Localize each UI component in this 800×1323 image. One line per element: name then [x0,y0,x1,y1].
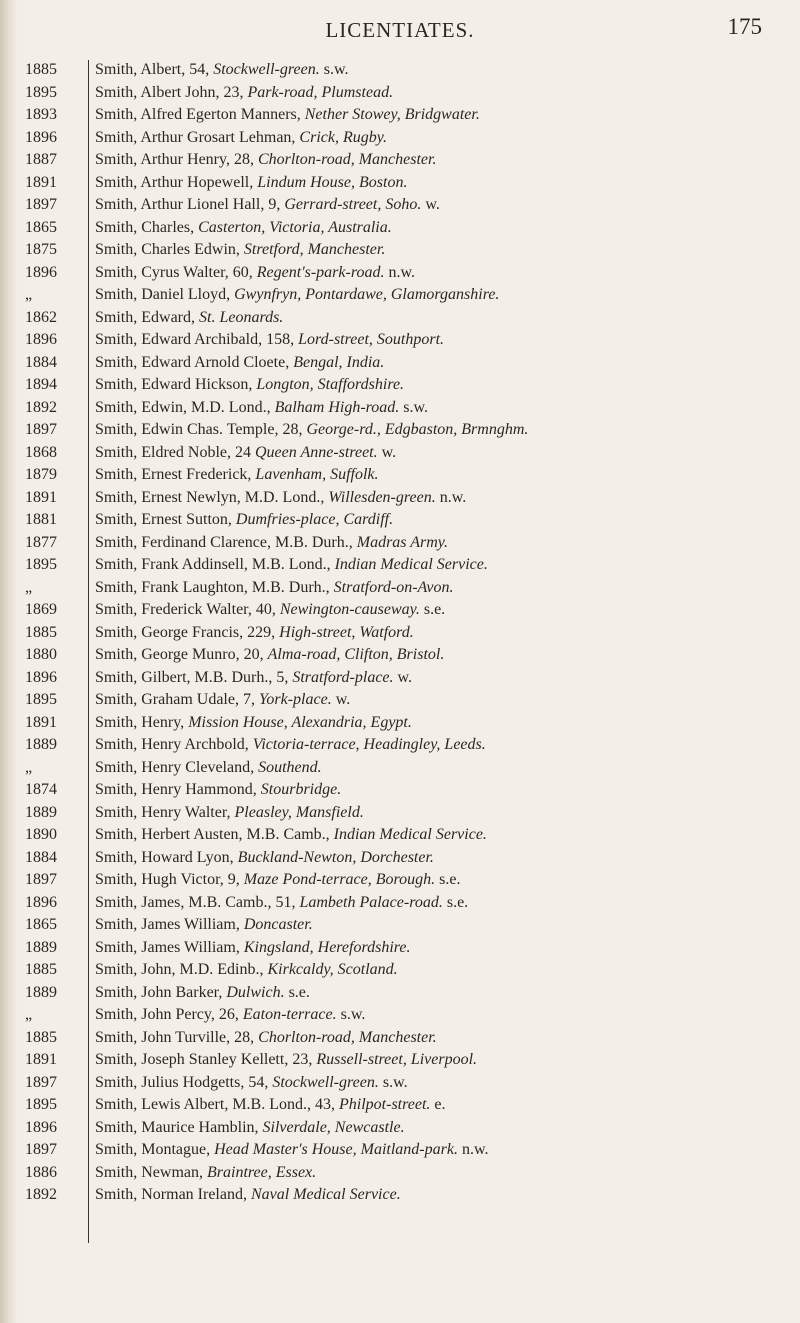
entry-district: w. [421,196,440,213]
entry-address: Madras Army. [356,533,449,551]
entry-address: Longton, Staffordshire. [256,376,405,393]
list-item [0,194,800,217]
entry-text [95,352,795,375]
list-item [0,217,800,240]
entry-year: 1895 [25,691,57,708]
entry-text [95,1162,795,1185]
entry-name: Smith, Ferdinand Clarence, M.B. Durh., [95,533,357,551]
list-item [0,644,800,667]
entry-year: 1875 [25,241,57,258]
entry-text [95,284,795,307]
list-item [0,869,800,892]
entry-name: Smith, Henry Cleveland, [95,758,259,776]
list-item [0,802,800,825]
entry-address: High-street, Watford. [279,623,414,641]
entry-text [95,734,795,757]
entry-address: Lindum House, Boston. [257,173,408,191]
entry-text [95,1049,795,1072]
entry-name: Smith, Arthur Grosart Lehman, [95,128,300,146]
list-item [0,689,800,712]
entry-year: 1874 [25,781,57,798]
entry-text [95,329,795,352]
entry-text [95,194,795,217]
list-item [0,532,800,555]
entry-year: 1897 [25,871,57,888]
list-item [0,757,800,780]
entry-year: 1885 [25,961,57,978]
list-item [0,104,800,127]
list-item [0,1117,800,1140]
entry-district: n.w. [435,488,467,506]
page-number: 175 [727,14,762,39]
entry-text [95,217,795,240]
entry-text [95,1072,795,1095]
entry-year: 1891 [25,488,57,506]
entry-address: Stratford-place. [292,668,394,686]
entry-year: 1892 [25,1186,57,1203]
entry-address: Southend. [258,758,322,776]
entry-year: 1889 [25,938,57,956]
list-item [0,149,800,172]
entry-text [95,487,795,510]
entry-name: Smith, Ernest Frederick, [95,466,256,483]
list-item [0,1184,800,1207]
entry-text [95,554,795,577]
list-item [0,352,800,375]
entry-year: 1880 [25,646,57,663]
entry-year: 1885 [25,623,57,641]
entry-address: Kirkcaldy, Scotland. [267,961,398,978]
list-item [0,982,800,1005]
entry-name: Smith, John Percy, 26, [95,1006,243,1023]
entry-address: Stratford-on-Avon. [333,578,454,596]
list-item [0,622,800,645]
entry-district: s.e. [435,871,461,888]
entry-text [95,779,795,802]
entry-address: Silverdale, Newcastle. [262,1118,405,1136]
list-item [0,1072,800,1095]
page-header [0,14,800,48]
entry-year: 1869 [25,601,57,618]
entry-name: Smith, Joseph Stanley Kellett, 23, [95,1051,317,1068]
entry-name: Smith, Lewis Albert, M.B. Lond., 43, [95,1096,339,1113]
list-item [0,577,800,600]
entry-name: Smith, Edward Arnold Cloete, [95,353,294,371]
entry-name: Smith, George Munro, 20, [95,646,268,663]
entry-address: Casterton, Victoria, Australia. [198,218,392,236]
entry-text [95,1094,795,1117]
entry-year: 1889 [25,803,57,821]
entry-text [95,847,795,870]
list-item [0,1027,800,1050]
entry-address: Gwynfryn, Pontardawe, Glamorganshire. [234,286,500,303]
list-item [0,239,800,262]
entry-text [95,464,795,487]
entry-text [95,397,795,420]
entry-year: 1886 [25,1163,57,1181]
entry-year: 1890 [25,826,57,843]
entry-text [95,622,795,645]
entry-district: s.w. [319,61,349,78]
entry-year: 1896 [25,128,57,146]
list-item [0,329,800,352]
entry-text [95,239,795,262]
entry-year: 1891 [25,1051,57,1068]
entry-name: Smith, John Turville, 28, [95,1028,259,1046]
entry-name: Smith, John, M.D. Edinb., [95,961,268,978]
list-item [0,959,800,982]
list-item [0,1049,800,1072]
entry-name: Smith, Howard Lyon, [95,848,238,866]
entry-address: Naval Medical Service. [250,1186,401,1203]
entry-name: Smith, Alfred Egerton Manners, [95,106,305,123]
entry-address: Stretford, Manchester. [243,241,386,258]
entry-year: 1879 [25,466,57,483]
entry-year: 1887 [25,151,57,168]
entry-year: 1865 [25,916,57,933]
entry-name: Smith, Edward Archibald, 158, [95,331,299,348]
entry-year: 1894 [25,376,57,393]
list-item [0,1094,800,1117]
list-item [0,509,800,532]
entry-text [95,1139,795,1162]
entry-address: Chorlton-road, Manchester. [258,1028,437,1046]
entry-name: Smith, Cyrus Walter, 60, [95,263,257,281]
entry-year: „ [25,578,33,596]
entry-name: Smith, Henry Archbold, [95,736,253,753]
entry-year: 1877 [25,533,57,551]
entry-text [95,442,795,465]
entry-name: Smith, Henry Hammond, [95,781,261,798]
entry-year: 1893 [25,106,57,123]
entry-name: Smith, Ernest Sutton, [95,511,236,528]
entry-year: 1896 [25,668,57,686]
list-item [0,779,800,802]
entry-year: 1889 [25,736,57,753]
entry-district: s.w. [336,1006,366,1023]
entry-address: Park-road, Plumstead. [247,83,394,101]
entry-name: Smith, Edwin Chas. Temple, 28, [95,421,307,438]
entry-text [95,532,795,555]
list-item [0,847,800,870]
entry-year: 1884 [25,848,57,866]
entry-text [95,419,795,442]
list-item [0,937,800,960]
entry-address: Victoria-terrace, Headingley, Leeds. [252,736,486,753]
entry-year: 1881 [25,511,57,528]
entry-text [95,644,795,667]
entry-name: Smith, Graham Udale, 7, [95,691,259,708]
list-item [0,307,800,330]
list-item [0,554,800,577]
entry-name: Smith, Ernest Newlyn, M.D. Lond., [95,488,329,506]
entry-address: Indian Medical Service. [334,556,488,573]
list-item [0,824,800,847]
entry-address: Alma-road, Clifton, Bristol. [267,646,445,663]
entry-name: Smith, George Francis, 229, [95,623,280,641]
entry-text [95,757,795,780]
entry-name: Smith, James William, [95,916,244,933]
entry-name: Smith, Julius Hodgetts, 54, [95,1073,273,1091]
entry-text [95,802,795,825]
list-item [0,262,800,285]
entry-address: Doncaster. [243,916,313,933]
entry-address: Head Master's House, Maitland-park. [214,1141,458,1158]
entry-name: Smith, Eldred Noble, 24 [95,443,255,461]
entry-year: 1862 [25,308,57,326]
list-item [0,892,800,915]
entry-address: Queen Anne-street. [254,443,378,461]
entry-text [95,1027,795,1050]
entry-address: Lavenham, Suffolk. [255,466,379,483]
entry-text [95,509,795,532]
list-item [0,59,800,82]
running-title: LICENTIATES. [325,18,475,42]
entry-address: Dulwich. [226,983,285,1001]
entry-district: w. [393,668,413,686]
entry-district: e. [430,1096,446,1113]
entry-address: Mission House, Alexandria, Egypt. [188,713,412,731]
entry-district: s.w. [378,1073,408,1091]
entry-text [95,712,795,735]
entry-address: Braintree, Essex. [207,1163,317,1181]
entry-address: George-rd., Edgbaston, Brmnghm. [306,421,529,438]
entry-text [95,599,795,622]
list-item [0,487,800,510]
entry-address: Crick, Rugby. [299,128,387,146]
entry-text [95,127,795,150]
entry-name: Smith, Norman Ireland, [95,1186,251,1203]
list-item [0,914,800,937]
entry-name: Smith, Albert John, 23, [95,83,248,101]
entry-text [95,1004,795,1027]
entry-year: 1891 [25,173,57,191]
entry-address: Eaton-terrace. [242,1006,337,1023]
entry-year: 1889 [25,983,57,1001]
list-item [0,464,800,487]
entry-district: s.e. [419,601,446,618]
entry-year: 1897 [25,1073,57,1091]
entry-text [95,914,795,937]
entry-name: Smith, Charles Edwin, [95,241,244,258]
entry-district: n.w. [384,263,415,281]
entry-name: Smith, Henry, [95,713,189,731]
entry-address: Pleasley, Mansfield. [234,803,364,821]
entry-year: 1885 [25,61,57,78]
entry-district: w. [377,443,397,461]
list-item [0,172,800,195]
entry-year: 1884 [25,353,57,371]
entry-year: 1895 [25,83,57,101]
entry-address: Regent's-park-road. [256,263,385,281]
entry-name: Smith, Newman, [95,1163,207,1181]
entry-address: Buckland-Newton, Dorchester. [237,848,434,866]
entry-text [95,1184,795,1207]
entry-name: Smith, Arthur Hopewell, [95,173,258,191]
entry-name: Smith, James William, [95,938,244,956]
entry-year: 1896 [25,263,57,281]
entry-year: 1895 [25,556,57,573]
list-item [0,1162,800,1185]
entry-year: 1897 [25,421,57,438]
entry-name: Smith, Frederick Walter, 40, [95,601,280,618]
entry-year: „ [25,286,33,303]
entry-name: Smith, Daniel Lloyd, [95,286,235,303]
entry-address: Bengal, India. [293,353,385,371]
entry-text [95,1117,795,1140]
list-item [0,712,800,735]
list-item [0,667,800,690]
entry-year: „ [25,1006,33,1023]
entry-text [95,172,795,195]
entry-name: Smith, Frank Laughton, M.B. Durh., [95,578,334,596]
entry-year: 1885 [25,1028,57,1046]
list-item [0,127,800,150]
entry-name: Smith, Charles, [95,218,199,236]
entry-text [95,959,795,982]
entry-address: Russell-street, Liverpool. [316,1051,478,1068]
entry-address: Stockwell-green. [272,1073,379,1091]
entry-name: Smith, Montague, [95,1141,215,1158]
entry-name: Smith, Arthur Lionel Hall, 9, [95,196,285,213]
entry-address: Maze Pond-terrace, Borough. [243,871,436,888]
entry-year: 1865 [25,218,57,236]
entry-address: Stockwell-green. [213,61,320,78]
entry-name: Smith, John Barker, [95,983,227,1001]
list-item [0,284,800,307]
entry-address: Nether Stowey, Bridgwater. [304,106,480,123]
entry-name: Smith, Herbert Austen, M.B. Camb., [95,826,334,843]
entry-address: Dumfries-place, Cardiff. [235,511,394,528]
entry-name: Smith, James, M.B. Camb., 51, [95,893,300,911]
entry-address: Stourbridge. [260,781,342,798]
list-item [0,734,800,757]
entry-text [95,667,795,690]
entry-address: Gerrard-street, Soho. [284,196,422,213]
list-item [0,419,800,442]
list-item [0,1004,800,1027]
entry-year: 1892 [25,398,57,416]
entry-district: s.e. [284,983,310,1001]
entry-address: Kingsland, Herefordshire. [243,938,411,956]
list-item [0,82,800,105]
entry-name: Smith, Maurice Hamblin, [95,1118,263,1136]
entry-address: Lambeth Palace-road. [299,893,443,911]
entry-text [95,374,795,397]
entry-name: Smith, Hugh Victor, 9, [95,871,244,888]
entry-district: n.w. [457,1141,489,1158]
entry-year: 1868 [25,443,57,461]
entry-name: Smith, Frank Addinsell, M.B. Lond., [95,556,335,573]
entry-text [95,149,795,172]
entry-name: Smith, Edward Hickson, [95,376,257,393]
entry-district: w. [331,691,351,708]
entry-year: 1897 [25,196,57,213]
entry-year: 1896 [25,331,57,348]
entry-year: „ [25,758,33,776]
entry-address: St. Leonards. [199,308,284,326]
entry-text [95,982,795,1005]
list-item [0,442,800,465]
entry-year: 1896 [25,1118,57,1136]
entry-address: York-place. [258,691,332,708]
entry-text [95,869,795,892]
entry-address: Balham High-road. [274,398,400,416]
licentiates-list [0,59,800,1207]
entry-text [95,824,795,847]
entry-address: Lord-street, Southport. [298,331,445,348]
entry-name: Smith, Edwin, M.D. Lond., [95,398,275,416]
entry-address: Newington-causeway. [279,601,420,618]
entry-name: Smith, Henry Walter, [95,803,235,821]
entry-year: 1897 [25,1141,57,1158]
list-item [0,397,800,420]
entry-year: 1891 [25,713,57,731]
entry-text [95,262,795,285]
entry-text [95,82,795,105]
entry-text [95,577,795,600]
entry-text [95,59,795,82]
entry-text [95,689,795,712]
entry-name: Smith, Albert, 54, [95,61,214,78]
list-item [0,374,800,397]
entry-name: Smith, Edward, [95,308,199,326]
entry-address: Indian Medical Service. [333,826,487,843]
entry-name: Smith, Gilbert, M.B. Durh., 5, [95,668,293,686]
entry-address: Willesden-green. [328,488,436,506]
list-item [0,1139,800,1162]
entry-address: Chorlton-road, Manchester. [257,151,437,168]
entry-text [95,892,795,915]
entry-name: Smith, Arthur Henry, 28, [95,151,258,168]
entry-year: 1895 [25,1096,57,1113]
entry-address: Philpot-street. [339,1096,431,1113]
entry-text [95,937,795,960]
list-item [0,599,800,622]
entry-district: s.e. [442,893,469,911]
entry-year: 1896 [25,893,57,911]
entry-text [95,104,795,127]
entry-text [95,307,795,330]
entry-district: s.w. [399,398,429,416]
